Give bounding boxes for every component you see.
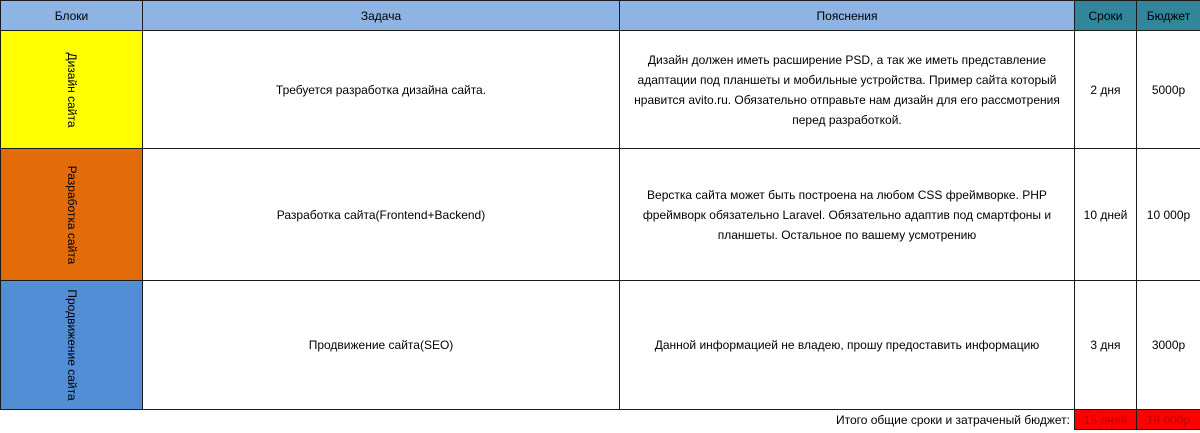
total-terms: 15 дней xyxy=(1075,410,1137,430)
notes-cell xyxy=(620,31,1075,149)
total-row xyxy=(1,410,1200,430)
block-label: Дизайн сайта xyxy=(64,51,79,128)
table-row-promotion xyxy=(1,281,1200,410)
header-terms: Сроки xyxy=(1075,1,1137,31)
header-blocks: Блоки xyxy=(1,1,143,31)
total-budget: 18 000р xyxy=(1137,410,1200,430)
notes-text: Данной информацией не владею, прошу предоставить информацию xyxy=(654,338,1040,352)
terms-cell: 2 дня xyxy=(1075,31,1137,149)
block-cell-development xyxy=(1,149,143,281)
table-row-design xyxy=(1,31,1200,149)
notes-cell xyxy=(620,281,1075,410)
task-cell: Разработка сайта(Frontend+Backend) xyxy=(143,149,620,281)
budget-cell: 3000р xyxy=(1137,281,1200,410)
header-budget: Бюджет xyxy=(1137,1,1200,31)
budget-cell: 10 000р xyxy=(1137,149,1200,281)
header-notes: Пояснения xyxy=(620,1,1075,31)
notes-text: Верстка сайта может быть построена на любом CSS фреймворке. PHP фреймворк обязательно Laravel. Обязательно адаптив под смартфоны и планшеты. Остальное по вашему усмотрению xyxy=(642,187,1052,242)
header-row xyxy=(1,1,1200,31)
table-row-development xyxy=(1,149,1200,281)
block-label: Разработка сайта xyxy=(64,165,79,264)
total-label: Итого общие сроки и затраченый бюджет: xyxy=(1,410,1075,430)
notes-text: Дизайн должен иметь расширение PSD, а так же иметь представление адаптации под планшеты и мобильные устройства. Пример сайта который нравится avito.ru. Обязательно отправьте нам дизайн для его рассмотрения перед разработкой. xyxy=(634,52,1060,127)
budget-cell: 5000р xyxy=(1137,31,1200,149)
terms-cell: 10 дней xyxy=(1075,149,1137,281)
task-cell: Требуется разработка дизайна сайта. xyxy=(143,31,620,149)
block-cell-promotion xyxy=(1,281,143,410)
task-cell: Продвижение сайта(SEO) xyxy=(143,281,620,410)
terms-cell: 3 дня xyxy=(1075,281,1137,410)
block-label: Продвижение сайта xyxy=(64,289,79,401)
block-cell-design xyxy=(1,31,143,149)
header-task: Задача xyxy=(143,1,620,31)
notes-cell xyxy=(620,149,1075,281)
